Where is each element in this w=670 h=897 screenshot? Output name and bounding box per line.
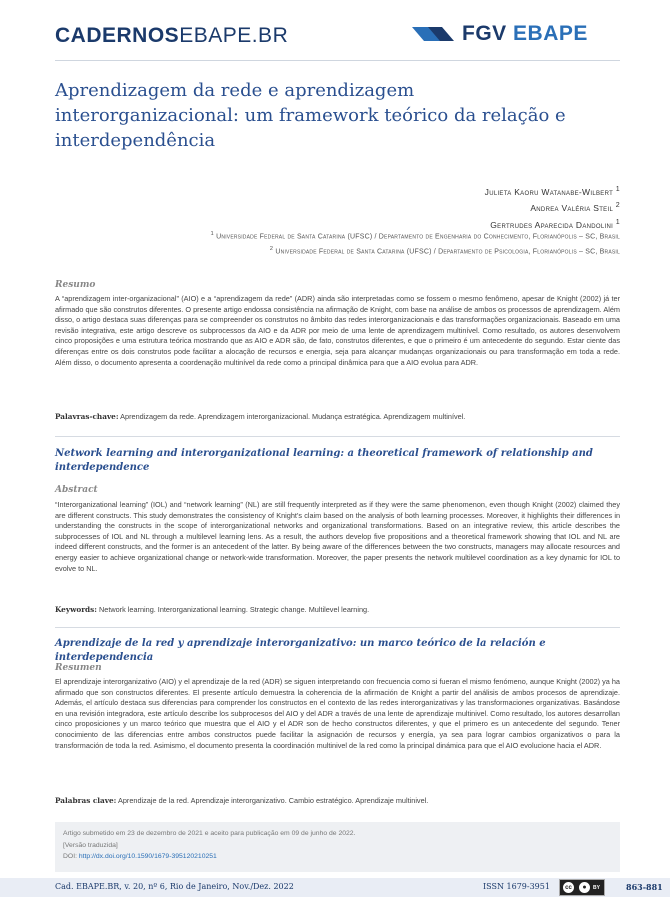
affiliation-line bbox=[211, 228, 620, 243]
fgv-wave-icon bbox=[412, 23, 456, 45]
resumo-heading: Resumo bbox=[55, 280, 96, 290]
fgv-ebape-text bbox=[462, 22, 588, 46]
section-divider bbox=[55, 436, 620, 437]
keywords-label: Keywords: bbox=[55, 605, 97, 614]
article-title: Aprendizagem da rede e aprendizagem interorganizacional: um framework teórico da relação e interdependência bbox=[55, 80, 566, 151]
keywords-text: Aprendizaje de la red. Aprendizaje interorganizativo. Cambio estratégico. Aprendizaje multinivel. bbox=[118, 796, 429, 805]
article-info-box bbox=[55, 822, 620, 872]
resumo-keywords bbox=[55, 412, 620, 422]
affiliation-text: Universidade Federal de Santa Catarina (UFSC) / Departamento de Engenharia do Conhecimento, Florianópolis – SC, Brasil bbox=[216, 233, 620, 241]
version-info: [Versão traduzida] bbox=[63, 841, 118, 849]
doi-link[interactable]: http://dx.doi.org/10.1590/1679-395120210251 bbox=[78, 853, 217, 860]
resumen-text: El aprendizaje interorganizativo (AIO) y el aprendizaje de la red (ADR) se siguen interpretando con frecuencia como si fueran el mismo fenómeno, aunque Knight (2002) ya ha afirmado que son constructos diferentes. El presente artículo demuestra la coherencia de la afirmación de Knight a partir del análisis de ambos procesos de aprendizaje. Además, el artículo destaca sus diferencias para comprender los constructos en el contexto de las redes interorganizativas y las transformaciones organizativas. Basándose en una revisión integradora, este artículo describe los subprocesos del AIO y del ADR a través de una lente de aprendizaje multinivel. Como resultado, los autores desarrollan cinco proposiciones y un marco teórico que muestra que el AIO y el ADR son de hecho constructos diferentes, y que el primero es un antecedente del segundo. Tener conocimiento de las diferencias entre ambos constructos puede facilitar la asignación de recursos y energía, ya sea para lograr cambios organizativos o para la transformación de toda la red. Asimismo, el documento presenta la coordinación multinivel de la red como la principal dinámica para que el AIO evolucione hacia el ADR. bbox=[55, 677, 620, 750]
page-header bbox=[0, 0, 670, 68]
keywords-label: Palavras-chave: bbox=[55, 412, 119, 421]
cc-license-icon[interactable] bbox=[559, 879, 605, 896]
journal-logo-bold: CADERNOS bbox=[55, 24, 180, 47]
english-title: Network learning and interorganizational learning: a theoretical framework of relationship and interdependence bbox=[55, 448, 593, 473]
author-name: Gertrudes Aparecida Dandolini bbox=[490, 219, 614, 230]
author-line bbox=[485, 199, 620, 215]
footer-pages: 863-881 bbox=[626, 882, 663, 892]
author-name: Andrea Valéria Steil bbox=[530, 203, 614, 214]
fgv-ebape-logo bbox=[412, 22, 588, 46]
author-name: Julieta Kaoru Watanabe-Wilbert bbox=[484, 186, 614, 197]
affiliation-line bbox=[211, 243, 620, 258]
page-footer bbox=[0, 878, 670, 897]
doi-line bbox=[63, 851, 612, 863]
submission-info: Artigo submetido em 23 de dezembro de 2021 e aceito para publicação em 09 de junho de 2022. bbox=[63, 830, 356, 837]
ebape-label: EBAPE bbox=[513, 22, 588, 45]
journal-logo-light: EBAPE.BR bbox=[179, 24, 289, 47]
author-sup: 1 bbox=[615, 217, 620, 226]
header-divider bbox=[55, 60, 620, 61]
affiliation-sup: 2 bbox=[269, 246, 274, 253]
cc-icon: cc bbox=[562, 881, 575, 894]
author-list bbox=[485, 183, 620, 232]
resumo-text: A “aprendizagem inter-organizacional” (AIO) e a “aprendizagem da rede” (ADR) ainda são interpretadas como se fossem o mesmo fenômeno, apesar de Knight (2002) já ter afirmado que são construtos diferentes. O presente artigo endossa consistência na afirmação de Knight, com base na análise de ambos os processos de aprendizagem. Além disso, o artigo destaca suas diferenças para se compreender os construtos no âmbito das redes interorganizacionais e das transformações organizacionais. Baseado em uma revisão integrativa, este artigo descreve os subprocessos da AIO e da ADR por meio de uma lente de aprendizagem multinível. Como resultado, os autores desenvolvem cinco proposições e uma estrutura teórica mostrando que as AIO e ADR são, de fato, construtos diferentes, e que o primeiro é um antecedente do segundo. Estar ciente das diferenças entre os dois construtos pode facilitar a alocação de recursos e energia, seja para alcançar mudanças organizacionais ou para transformação em toda a rede. Além disso, o documento apresenta a coordenação multinível da rede como a principal dinâmica para que a AIO evolua para ADR. bbox=[55, 294, 620, 367]
footer-issn: ISSN 1679-3951 bbox=[483, 882, 550, 891]
cc-by-label: BY bbox=[593, 884, 600, 891]
doi-label: DOI: bbox=[63, 853, 77, 860]
spanish-title: Aprendizaje de la red y aprendizaje interorganizativo: un marco teórico de la relación e interdependencia bbox=[55, 638, 546, 663]
resumen-heading: Resumen bbox=[55, 663, 102, 673]
author-sup: 2 bbox=[615, 201, 620, 210]
abstract-keywords bbox=[55, 605, 620, 615]
author-sup: 1 bbox=[615, 185, 620, 193]
attribution-icon: ● bbox=[578, 881, 591, 894]
abstract-heading: Abstract bbox=[55, 485, 98, 495]
footer-citation: Cad. EBAPE.BR, v. 20, nº 6, Rio de Janeiro, Nov./Dez. 2022 bbox=[55, 882, 294, 891]
fgv-label: FGV bbox=[462, 22, 507, 45]
author-line bbox=[485, 183, 620, 199]
resumen-keywords bbox=[55, 796, 620, 806]
abstract-text: “Interorganizational learning” (IOL) and “network learning” (NL) are still frequently interpreted as if they were the same phenomenon, even though Knight (2002) claimed they are different constructs. This study demonstrates the consistency of Knight’s claim based on the analysis of both learning processes. Moreover, it highlights their differences in understanding the constructs in the scope of interorganizational networks and organizational transformations. Based on an integrative review, this article describes the subprocesses of IOL and NL through a multilevel learning lens. As a result, the authors develop five propositions and a theoretical framework showing that IOL and NL are indeed different constructs, and the former is an antecedent of the latter. By being aware of the differences between the two constructs, managers may allocate resources and energy easier to achieve organizational change or network-wide transformation. Moreover, the paper presents the network multilevel coordination as a key dynamic for IOL to evolve to NL. bbox=[55, 500, 620, 573]
affiliation-sup: 1 bbox=[210, 231, 214, 237]
keywords-text: Aprendizagem da rede. Aprendizagem interorganizacional. Mudança estratégica. Aprendizagem multinível. bbox=[120, 412, 466, 421]
affiliation-list bbox=[211, 228, 620, 259]
keywords-text: Network learning. Interorganizational learning. Strategic change. Multilevel learning. bbox=[99, 605, 370, 614]
section-divider bbox=[55, 627, 620, 628]
keywords-label: Palabras clave: bbox=[55, 796, 117, 805]
journal-logo bbox=[55, 24, 288, 48]
affiliation-text: Universidade Federal de Santa Catarina (UFSC) / Departamento de Psicologia, Florianópolis – SC, Brasil bbox=[275, 248, 620, 256]
